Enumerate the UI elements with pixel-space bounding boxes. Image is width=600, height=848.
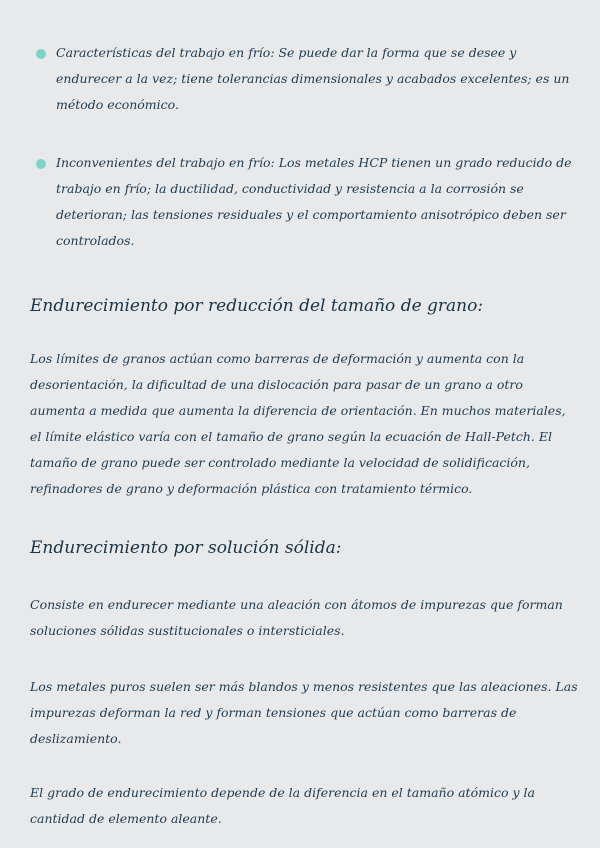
bullet-text: Características del trabajo en frío: Se puede dar la forma que se desee y endurecer a la vez; tiene tolerancias dimensionales y acabados excelentes; es un método económico. bbox=[56, 45, 570, 112]
bullet-item-cold-work-drawbacks bbox=[30, 150, 576, 254]
section-heading-grain-size: Endurecimiento por reducción del tamaño de grano: bbox=[30, 296, 484, 316]
paragraph-grain-boundaries: Los límites de granos actúan como barreras de deformación y aumenta con la desorientación, la dificultad de una dislocación para pasar de un grano a otro aumenta a medida que aumenta la diferencia de orientación. En muchos materiales, el límite elástico varía con el tamaño de grano según la ecuación de Hall-Petch. El tamaño de grano puede ser controlado mediante la velocidad de solidificación, refinadores de grano y deformación plástica con tratamiento térmico. bbox=[30, 351, 566, 496]
paragraph-hardening-degree: El grado de endurecimiento depende de la diferencia en el tamaño atómico y la cantidad de elemento aleante. bbox=[30, 785, 535, 826]
bullet-dot-icon bbox=[36, 159, 46, 169]
bullet-item-cold-work-characteristics bbox=[30, 40, 576, 118]
bullet-dot-icon bbox=[36, 49, 46, 59]
paragraph-solid-solution-definition: Consiste en endurecer mediante una aleación con átomos de impurezas que forman soluciones sólidas sustitucionales o intersticiales. bbox=[30, 597, 563, 638]
section-heading-solid-solution: Endurecimiento por solución sólida: bbox=[30, 538, 342, 558]
paragraph-pure-metals: Los metales puros suelen ser más blandos y menos resistentes que las aleaciones. Las impurezas deforman la red y forman tensiones que actúan como barreras de deslizamiento. bbox=[30, 679, 578, 746]
bullet-text: Inconvenientes del trabajo en frío: Los metales HCP tienen un grado reducido de trabajo en frío; la ductilidad, conductividad y resistencia a la corrosión se deterioran; las tensiones residuales y el comportamiento anisotrópico deben ser controlados. bbox=[56, 155, 572, 248]
